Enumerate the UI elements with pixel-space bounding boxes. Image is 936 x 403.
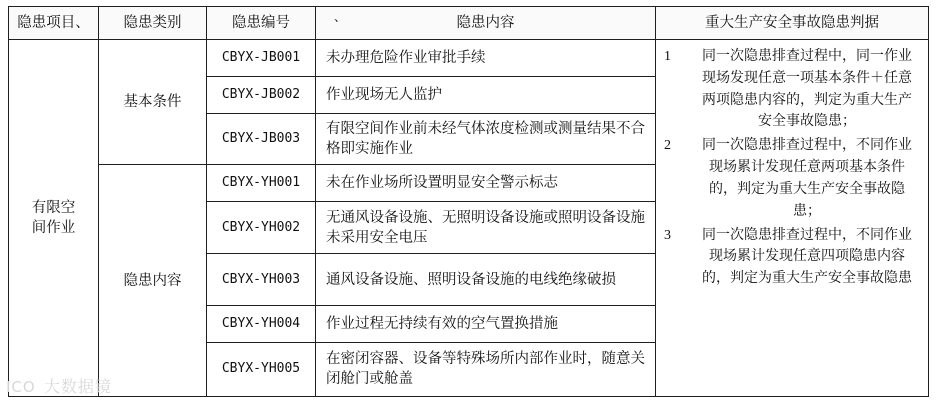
watermark-text: 大数据镜	[43, 377, 112, 396]
table-row	[9, 40, 929, 77]
hazard-content-cell: 通风设备设施、照明设备设施的电线绝缘破损	[316, 254, 656, 306]
header-stray-mark: 、	[334, 10, 347, 24]
criteria-number: 2	[664, 138, 671, 154]
project-cell	[9, 40, 99, 397]
header-major-hazard-criteria: 重大生产安全事故隐患判据	[656, 7, 929, 40]
hazard-criteria-table	[8, 6, 929, 397]
hazard-code-cell: CBYX-JB003	[207, 113, 316, 165]
hazard-code-cell: CBYX-YH002	[207, 202, 316, 254]
hazard-content-cell: 在密闭容器、设备等特殊场所内部作业时，随意关闭舱门或舱盖	[316, 342, 656, 396]
header-hazard-content-label: 隐患内容	[456, 15, 515, 31]
category-basic-cell: 基本条件	[99, 40, 207, 165]
criteria-number: 1	[664, 49, 671, 64]
hazard-content-cell: 未在作业场所设置明显安全警示标志	[316, 165, 656, 202]
hazard-content-cell: 有限空间作业前未经气体浓度检测或测量结果不合格即实施作业	[316, 113, 656, 165]
header-hazard-code: 隐患编号	[207, 7, 316, 40]
criteria-item	[664, 225, 918, 290]
category-hazard-cell: 隐患内容	[99, 165, 207, 397]
hazard-code-cell: CBYX-JB002	[207, 76, 316, 113]
hazard-code-cell: CBYX-YH001	[207, 165, 316, 202]
criteria-item	[664, 135, 918, 222]
logo-glyph-icon: ICO	[6, 378, 36, 396]
hazard-content-cell: 作业现场无人监护	[316, 76, 656, 113]
criteria-number: 3	[664, 227, 671, 243]
project-name: 有限空间作业	[31, 200, 76, 236]
hazard-code-cell: CBYX-JB001	[207, 40, 316, 77]
header-hazard-item: 隐患项目、	[9, 7, 99, 40]
hazard-content-cell: 未办理危险作业审批手续	[316, 40, 656, 77]
table-header-row	[9, 7, 929, 40]
criteria-text: 同一次隐患排查过程中，不同作业现场累计发现任意两项基本条件的，判定为重大生产安全事故隐患；	[702, 137, 912, 219]
criteria-item	[664, 46, 918, 133]
header-hazard-category: 隐患类别	[99, 7, 207, 40]
hazard-content-cell: 无通风设备设施、无照明设备设施或照明设备设施未采用安全电压	[316, 202, 656, 254]
criteria-text: 同一次隐患排查过程中，同一作业现场发现任意一项基本条件＋任意两项隐患内容的，判定为重大生产安全事故隐患；	[702, 48, 912, 130]
criteria-text: 同一次隐患排查过程中，不同作业现场累计发现任意四项隐患内容的，判定为重大生产安全事故隐患	[702, 226, 912, 287]
hazard-code-cell: CBYX-YH004	[207, 306, 316, 343]
hazard-code-cell: CBYX-YH005	[207, 342, 316, 396]
hazard-table-container	[8, 6, 928, 397]
hazard-content-cell: 作业过程无持续有效的空气置换措施	[316, 306, 656, 343]
hazard-code-cell: CBYX-YH003	[207, 254, 316, 306]
criteria-cell	[656, 40, 929, 397]
header-hazard-content	[316, 7, 656, 40]
